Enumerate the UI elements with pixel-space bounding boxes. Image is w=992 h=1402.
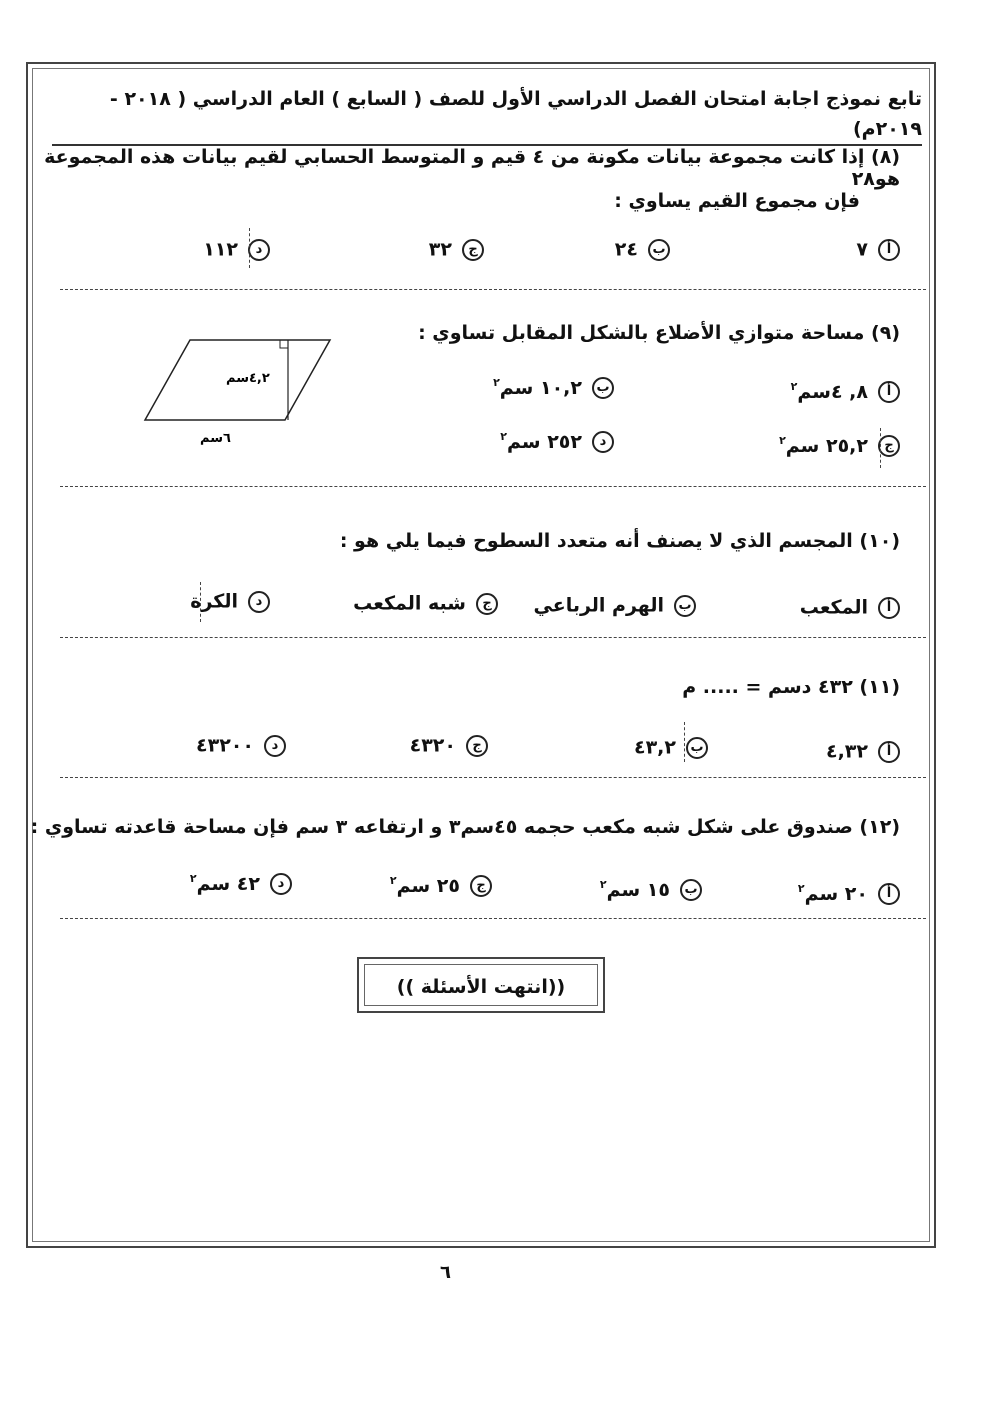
q10-option-a[interactable]: أالمكعب xyxy=(800,596,900,619)
q10-option-c[interactable]: جشبه المكعب xyxy=(353,592,498,615)
q11-option-a[interactable]: أ٤,٣٢ xyxy=(826,740,900,763)
q11-option-d[interactable]: د٤٣٢٠٠ xyxy=(196,734,286,757)
q9-option-d[interactable]: د٢٥٢ سم$^٢$ xyxy=(500,430,614,453)
question-8-text: (٨) إذا كانت مجموعة بيانات مكونة من ٤ قيم و المتوسط الحسابي لقيم بيانات هذه المجموعة هو٢٨ xyxy=(44,146,900,190)
q8-option-b[interactable]: ب٢٤ xyxy=(615,238,670,261)
q8-option-c[interactable]: ج٣٢ xyxy=(429,238,484,261)
q12-option-b[interactable]: ب١٥ سم$^٢$ xyxy=(600,878,702,901)
height-label: ٤,٢سم xyxy=(226,371,270,386)
question-12-text: (١٢) صندوق على شكل شبه مكعب حجمه ٤٥سم٣ و ارتفاعه ٣ سم فإن مساحة قاعدته تساوي : xyxy=(30,816,900,838)
page-header: تابع نموذج اجابة امتحان الفصل الدراسي الأول للصف ( السابع ) العام الدراسي ( ٢٠١٨ - ٢٠١٩م) xyxy=(52,84,922,146)
q12-option-d[interactable]: د٤٢ سم$^٢$ xyxy=(190,872,292,895)
answer-marker-q8 xyxy=(249,228,250,268)
q10-option-b[interactable]: بالهرم الرباعي xyxy=(534,594,697,617)
option-letter-b: ب xyxy=(648,239,670,261)
q11-option-c[interactable]: ج٤٣٢٠ xyxy=(410,734,488,757)
page-number: ٦ xyxy=(440,1262,451,1283)
q12-option-c[interactable]: ج٢٥ سم$^٢$ xyxy=(390,874,492,897)
question-9-text: (٩) مساحة متوازي الأضلاع بالشكل المقابل تساوي : xyxy=(418,322,900,344)
end-of-questions-box xyxy=(357,957,605,1013)
q9-option-a[interactable]: أ٨, ٤سم$^٢$ xyxy=(791,380,900,403)
separator xyxy=(60,289,926,290)
question-11-text: (١١) ٤٣٢ دسم = ..... م xyxy=(682,676,900,698)
option-letter-c: ج xyxy=(462,239,484,261)
q11-option-b[interactable]: ب٤٣,٢ xyxy=(634,736,708,759)
question-8-text-line2: فإن مجموع القيم يساوي : xyxy=(614,190,860,212)
answer-marker-q10 xyxy=(200,582,201,622)
option-letter-a: أ xyxy=(878,239,900,261)
q8-option-a[interactable]: أ٧ xyxy=(856,238,900,261)
end-of-questions-label: ((انتهت الأسئلة )) xyxy=(364,964,598,1006)
separator xyxy=(60,486,926,487)
q8-option-d[interactable]: د١١٢ xyxy=(203,238,270,261)
separator xyxy=(60,777,926,778)
parallelogram-figure xyxy=(140,332,340,448)
q9-option-c[interactable]: ج٢٥,٢ سم$^٢$ xyxy=(779,434,900,457)
option-letter-d: د xyxy=(248,239,270,261)
question-10-text: (١٠) المجسم الذي لا يصنف أنه متعدد السطوح فيما يلي هو : xyxy=(339,530,900,552)
answer-marker-q11 xyxy=(684,722,685,762)
q9-option-b[interactable]: ب١٠,٢ سم$^٢$ xyxy=(493,376,614,399)
answer-marker-q9 xyxy=(880,428,881,468)
q10-option-d[interactable]: دالكرة xyxy=(190,590,270,613)
base-label: ٦سم xyxy=(200,431,231,446)
separator xyxy=(60,918,926,919)
q12-option-a[interactable]: أ٢٠ سم$^٢$ xyxy=(798,882,900,905)
separator xyxy=(60,637,926,638)
